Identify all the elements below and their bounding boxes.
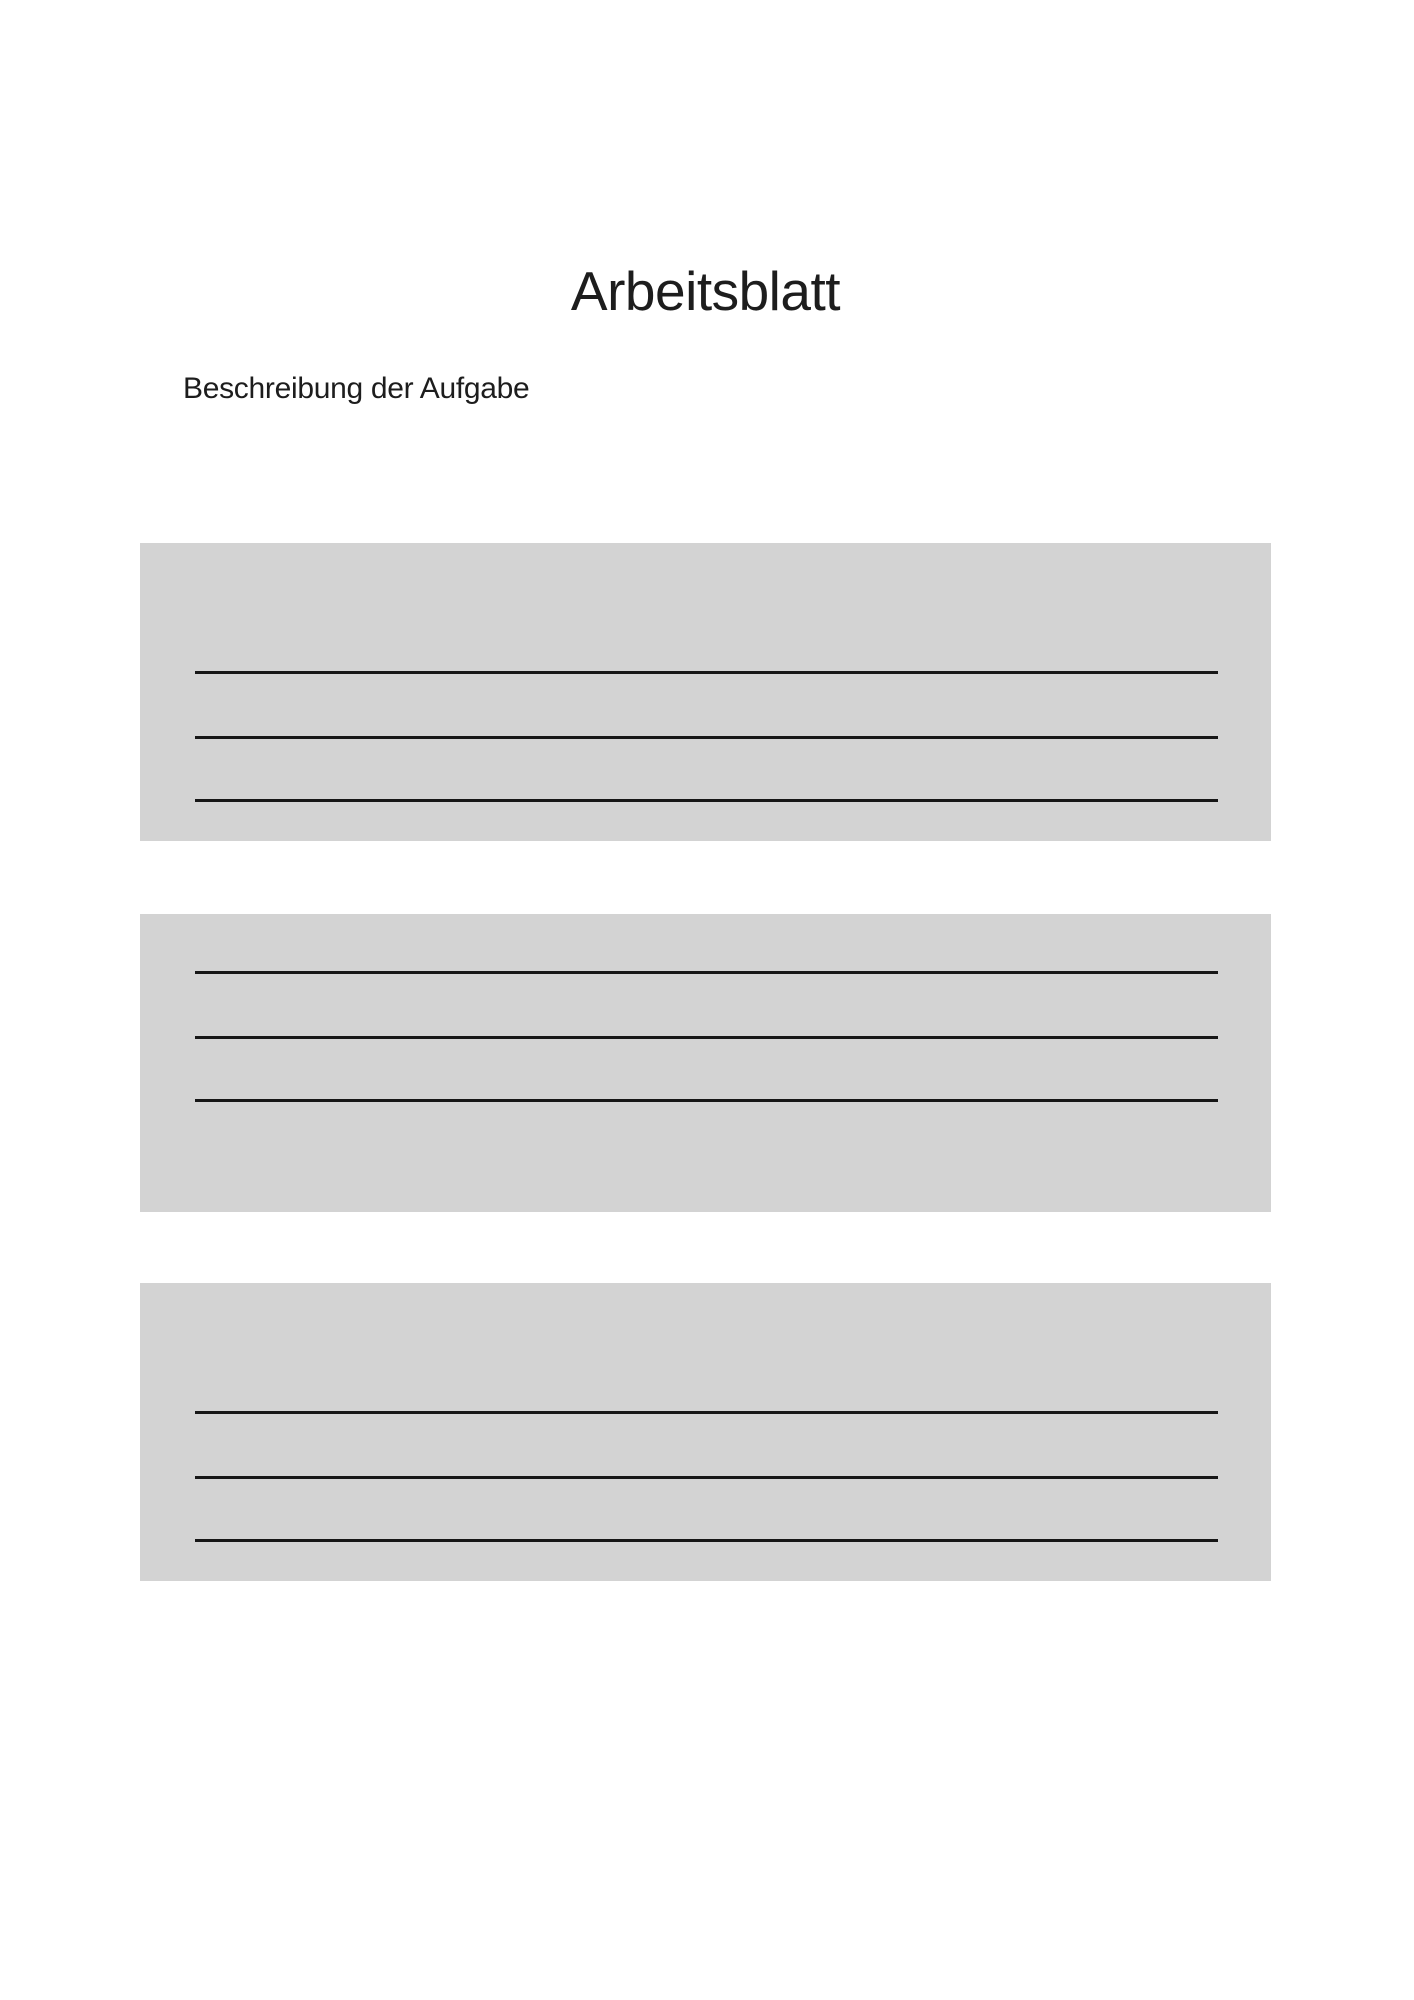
answer-line[interactable] bbox=[195, 971, 1218, 974]
answer-line[interactable] bbox=[195, 1539, 1218, 1542]
answer-line[interactable] bbox=[195, 671, 1218, 674]
answer-line[interactable] bbox=[195, 1099, 1218, 1102]
answer-line[interactable] bbox=[195, 1411, 1218, 1414]
answer-line[interactable] bbox=[195, 1036, 1218, 1039]
page-title: Arbeitsblatt bbox=[570, 259, 841, 322]
answer-line[interactable] bbox=[195, 1476, 1218, 1479]
answer-line[interactable] bbox=[195, 736, 1218, 739]
answer-section bbox=[140, 543, 1271, 841]
answer-section bbox=[140, 1283, 1271, 1581]
task-description-label: Beschreibung der Aufgabe bbox=[183, 372, 530, 405]
answer-section bbox=[140, 914, 1271, 1212]
answer-line[interactable] bbox=[195, 799, 1218, 802]
